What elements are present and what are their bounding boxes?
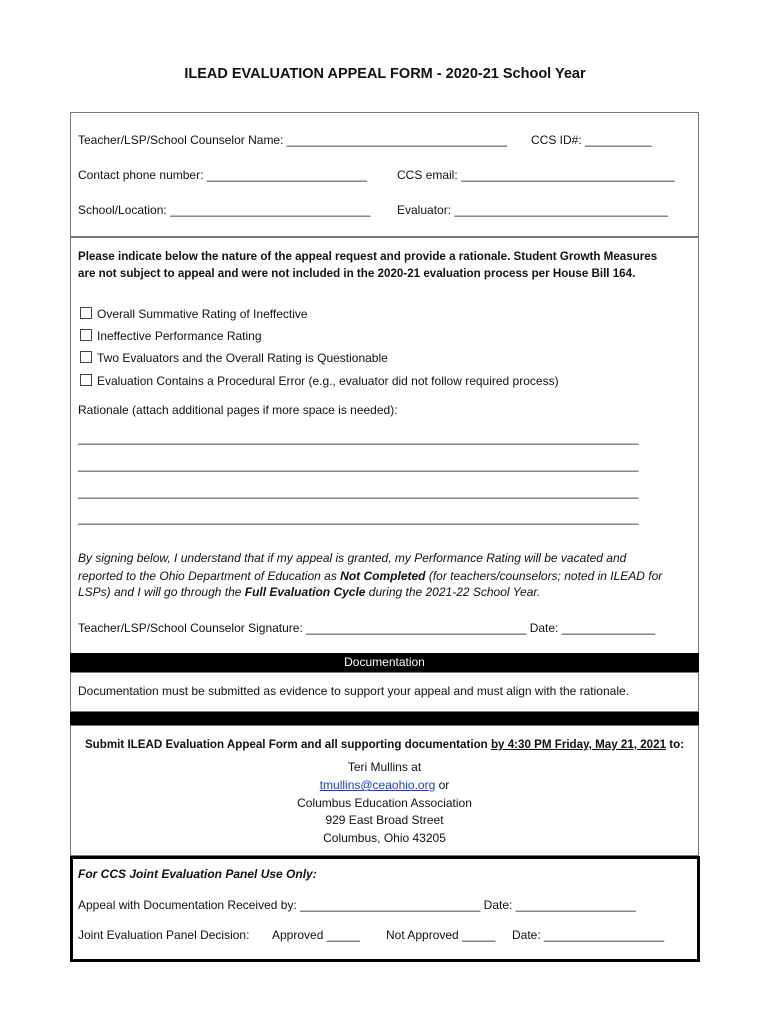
submit-text-part: to: [666, 738, 685, 751]
option-3[interactable] [80, 351, 388, 365]
signing-text-part: (for teachers/counselors; noted in ILEAD for [425, 569, 663, 583]
instruction-line-2: are not subject to appeal and were not included in the 2020-21 evaluation process per House Bill 164. [78, 267, 636, 280]
rationale-line-2[interactable]: ____________________________________________________________________________________ [78, 458, 639, 472]
option-label: Two Evaluators and the Overall Rating is Questionable [97, 351, 388, 365]
school-field[interactable]: School/Location: ______________________________ [78, 203, 371, 217]
recipient-email-link[interactable]: tmullins@ceaohio.org [319, 778, 436, 792]
submit-instruction [70, 738, 699, 751]
recipient-street: 929 East Broad Street [325, 813, 444, 827]
recipient-city: Columbus, Ohio 43205 [323, 831, 446, 845]
option-4[interactable] [80, 374, 559, 388]
name-field[interactable]: Teacher/LSP/School Counselor Name: _________________________________ [78, 133, 508, 147]
checkbox-icon[interactable] [80, 307, 92, 319]
received-field[interactable]: Appeal with Documentation Received by: ___________________________ Date: __________________ [78, 898, 636, 912]
signing-text-part: reported to the Ohio Department of Education as [78, 569, 341, 583]
signing-text-3 [78, 585, 540, 599]
rationale-line-1[interactable]: ____________________________________________________________________________________ [78, 431, 639, 445]
form-title: ILEAD EVALUATION APPEAL FORM - 2020-21 School Year [184, 66, 586, 82]
signing-text-part: during the 2021-22 School Year. [365, 585, 541, 599]
checkbox-icon[interactable] [80, 351, 92, 363]
not-approved-field[interactable]: Not Approved _____ [386, 928, 496, 942]
email-suffix: or [435, 778, 450, 792]
checkbox-icon[interactable] [80, 329, 92, 341]
signing-text-2 [78, 569, 662, 583]
decision-date-field[interactable]: Date: __________________ [512, 928, 665, 942]
rationale-line-4[interactable]: ____________________________________________________________________________________ [78, 511, 639, 525]
ccs-id-field[interactable]: CCS ID#: __________ [531, 133, 652, 147]
recipient-name: Teri Mullins at [347, 760, 422, 774]
approved-field[interactable]: Approved _____ [272, 928, 361, 942]
signing-text-part: LSPs) and I will go through the [78, 585, 245, 599]
option-label: Evaluation Contains a Procedural Error (e.g., evaluator did not follow required process) [97, 374, 559, 388]
checkbox-icon[interactable] [80, 374, 92, 386]
instruction-line-1: Please indicate below the nature of the appeal request and provide a rationale. Student Growth Measures [78, 250, 658, 263]
email-field[interactable]: CCS email: ________________________________ [397, 168, 675, 182]
documentation-header: Documentation [70, 653, 699, 672]
signing-text-1: By signing below, I understand that if my appeal is granted, my Performance Rating will be vacated and [78, 551, 627, 565]
recipient-org: Columbus Education Association [297, 796, 472, 810]
divider-bar [70, 712, 699, 725]
decision-label: Joint Evaluation Panel Decision: [78, 928, 250, 942]
option-label: Overall Summative Rating of Ineffective [97, 307, 308, 321]
recipient-email-line [70, 778, 699, 792]
option-1[interactable] [80, 307, 308, 321]
submit-deadline: by 4:30 PM Friday, May 21, 2021 [490, 738, 667, 751]
rationale-line-3[interactable]: ____________________________________________________________________________________ [78, 485, 639, 499]
signature-field[interactable]: Teacher/LSP/School Counselor Signature: _________________________________ Date: ______________ [78, 621, 656, 635]
option-label: Ineffective Performance Rating [97, 329, 262, 343]
signing-text-emphasis: Full Evaluation Cycle [244, 585, 366, 599]
rationale-label: Rationale (attach additional pages if more space is needed): [78, 403, 398, 417]
documentation-text: Documentation must be submitted as evidence to support your appeal and must align with the rationale. [78, 684, 629, 698]
submit-text-part: Submit ILEAD Evaluation Appeal Form and all supporting documentation [84, 738, 491, 751]
option-2[interactable] [80, 329, 262, 343]
signing-text-emphasis: Not Completed [340, 569, 426, 583]
phone-field[interactable]: Contact phone number: ________________________ [78, 168, 367, 182]
panel-header: For CCS Joint Evaluation Panel Use Only: [78, 867, 317, 881]
evaluator-field[interactable]: Evaluator: ________________________________ [397, 203, 668, 217]
